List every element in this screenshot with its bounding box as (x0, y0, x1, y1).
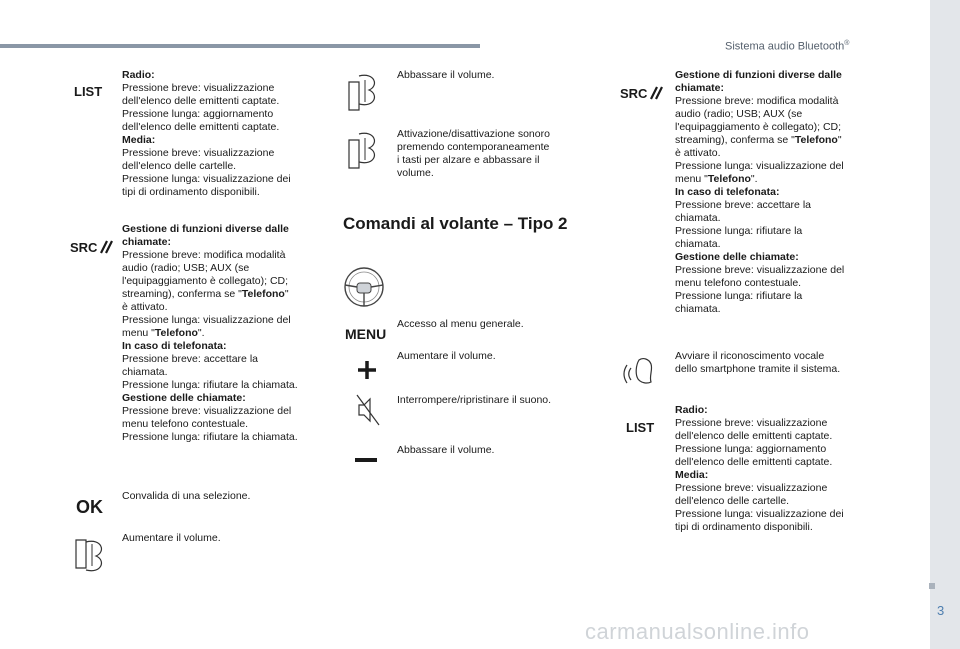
text-line: Pressione lunga: rifiutare la (675, 225, 803, 237)
text-line: menu telefono contestuale. (122, 418, 249, 430)
minus-icon (355, 458, 377, 464)
text-part: ". (750, 173, 758, 185)
menu-button-label: MENU (345, 326, 387, 342)
radio-title: Radio: (675, 404, 708, 416)
text-line (675, 173, 844, 186)
text-line: chiamata. (675, 212, 721, 224)
minus-description: Abbassare il volume. (397, 444, 495, 456)
header-title: Sistema audio Bluetooth (725, 40, 845, 53)
text-line: tipi di ordinamento disponibili. (675, 521, 813, 533)
text-line: Pressione lunga: rifiutare la (675, 290, 803, 302)
text-line: Pressione breve: accettare la (675, 199, 811, 211)
text-line: Pressione breve: visualizzazione (122, 82, 275, 94)
page-number: 3 (937, 603, 945, 618)
text-line: volume. (397, 167, 434, 179)
text-line: audio (radio; USB; AUX (se (122, 262, 250, 274)
src-title: Gestione di funzioni diverse dalle (122, 223, 289, 235)
text-line: è attivato. (675, 147, 721, 159)
text-part: ". (197, 327, 205, 339)
voice-description (675, 350, 840, 376)
section-heading: Comandi al volante – Tipo 2 (343, 214, 568, 233)
telefono-keyword: Telefono (707, 173, 751, 185)
plus-description: Aumentare il volume. (397, 350, 496, 362)
text-line: dell'elenco delle emittenti captate. (122, 95, 280, 107)
top-rule (0, 44, 480, 48)
text-line: chiamata. (675, 238, 721, 250)
text-line (675, 134, 844, 147)
media-title: Media: (122, 134, 156, 146)
menu-description: Accesso al menu generale. (397, 318, 524, 330)
text-line: chiamata. (675, 303, 721, 315)
text-line: tipi di ordinamento disponibili. (122, 186, 260, 198)
src-button-icon (70, 240, 115, 255)
mute2-description: Interrompere/ripristinare il suono. (397, 394, 552, 406)
text-part: menu " (122, 327, 155, 339)
src-title: Gestione di funzioni diverse dalle (675, 69, 842, 81)
text-part: streaming), conferma se " (675, 134, 795, 146)
text-line: dell'elenco delle emittenti captate. (675, 430, 833, 442)
telefono-keyword: Telefono (241, 288, 285, 300)
text-line: Pressione lunga: aggiornamento (675, 443, 827, 455)
text-line: Pressione lunga: visualizzazione dei (122, 173, 291, 185)
volume-down-wheel-icon (345, 72, 381, 114)
ok-button-label: OK (76, 497, 103, 517)
text-line: l'equipaggiamento è collegato); CD; (122, 275, 289, 287)
media-title: Media: (675, 469, 709, 481)
call-title: In caso di telefonata: (122, 340, 227, 352)
text-part: " (284, 288, 289, 300)
text-line: Pressione breve: modifica modalità (675, 95, 839, 107)
watermark: carmanualsonline.info (585, 619, 810, 644)
text-line: menu telefono contestuale. (675, 277, 802, 289)
list-description (122, 69, 291, 199)
call-title: In caso di telefonata: (675, 186, 780, 198)
text-line: Pressione breve: visualizzazione del (675, 264, 845, 276)
src-title: chiamate: (675, 82, 725, 94)
phone-slash-icon (649, 86, 665, 100)
text-line: Pressione breve: visualizzazione (675, 482, 828, 494)
plus-icon (357, 360, 377, 380)
text-line: Pressione lunga: visualizzazione del (675, 160, 844, 172)
text-part: menu " (675, 173, 708, 185)
text-line: chiamata. (122, 366, 168, 378)
volume-down-description: Abbassare il volume. (397, 69, 495, 81)
volume-up-wheel-icon (72, 536, 108, 576)
text-part: streaming), conferma se " (122, 288, 242, 300)
src-description (122, 223, 298, 444)
text-line: Pressione breve: visualizzazione del (122, 405, 292, 417)
text-line: dell'elenco delle cartelle. (675, 495, 790, 507)
text-line: premendo contemporaneamente (397, 141, 550, 153)
text-line: Pressione lunga: rifiutare la chiamata. (122, 431, 298, 443)
text-line: Pressione breve: modifica modalità (122, 249, 286, 261)
steering-wheel-icon (343, 266, 385, 308)
telefono-keyword: Telefono (154, 327, 198, 339)
text-line: dell'elenco delle emittenti captate. (675, 456, 833, 468)
registered-mark: ® (844, 40, 850, 47)
list-description (675, 404, 844, 534)
side-strip (930, 0, 960, 649)
text-line (122, 288, 298, 301)
text-line: Pressione breve: visualizzazione (122, 147, 275, 159)
speaker-mute-icon (357, 395, 379, 425)
telefono-keyword: Telefono (794, 134, 838, 146)
list-button-label: LIST (626, 420, 655, 435)
text-line: Pressione breve: visualizzazione (675, 417, 828, 429)
src-label: SRC (620, 86, 648, 101)
src-button-icon (620, 86, 665, 101)
text-line: l'equipaggiamento è collegato); CD; (675, 121, 842, 133)
phone-slash-icon (99, 240, 115, 254)
text-part: " (837, 134, 842, 146)
text-line: Pressione lunga: rifiutare la chiamata. (122, 379, 298, 391)
voice-recognition-icon (625, 356, 659, 386)
mute-wheel-icon (345, 130, 381, 172)
text-line (122, 327, 298, 340)
src-label: SRC (70, 240, 98, 255)
calls-title: Gestione delle chiamate: (122, 392, 246, 404)
text-line: Pressione breve: accettare la (122, 353, 258, 365)
text-line: i tasti per alzare e abbassare il (397, 154, 540, 166)
text-line: Attivazione/disattivazione sonoro (397, 128, 550, 140)
calls-title: Gestione delle chiamate: (675, 251, 799, 263)
text-line: è attivato. (122, 301, 168, 313)
text-line: Pressione lunga: aggiornamento (122, 108, 274, 120)
text-line: Pressione lunga: visualizzazione del (122, 314, 291, 326)
volume-up-description: Aumentare il volume. (122, 532, 221, 544)
list-button-label: LIST (74, 84, 103, 99)
page-marker (929, 583, 935, 589)
text-line: Avviare il riconoscimento vocale (675, 350, 825, 362)
text-line: dell'elenco delle emittenti captate. (122, 121, 280, 133)
text-line: dell'elenco delle cartelle. (122, 160, 237, 172)
radio-title: Radio: (122, 69, 155, 81)
text-line: audio (radio; USB; AUX (se (675, 108, 803, 120)
mute-description (397, 128, 550, 180)
page-header (725, 40, 849, 53)
ok-description: Convalida di una selezione. (122, 490, 251, 502)
src-description (675, 69, 844, 316)
text-line: dello smartphone tramite il sistema. (675, 363, 841, 375)
text-line: Pressione lunga: visualizzazione dei (675, 508, 844, 520)
src-title: chiamate: (122, 236, 172, 248)
